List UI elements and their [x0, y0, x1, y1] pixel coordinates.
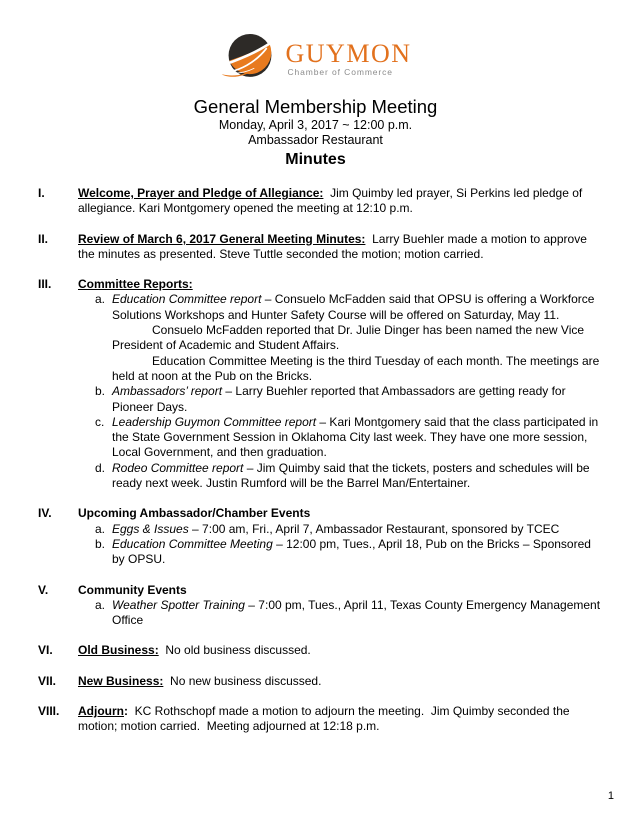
community-events-list	[95, 598, 603, 629]
section-text: Jim Quimby led prayer, Si Perkins led pledge of allegiance. Kari Montgomery opened the meeting at 12:10 p.m.	[78, 186, 586, 216]
section-numeral: V.	[38, 582, 49, 597]
meeting-title: General Membership Meeting	[193, 96, 438, 117]
item-paragraph	[112, 537, 603, 568]
minutes-body	[0, 169, 631, 735]
section-upcoming-events	[38, 506, 603, 567]
section-text: Larry Buehler made a motion to approve the minutes as presented. Steve Tuttle seconded the motion; motion carried.	[78, 231, 591, 261]
item-text: – 7:00 am, Fri., April 7, Ambassador Restaurant, sponsored by TCEC	[188, 521, 560, 536]
item-text: – 7:00 pm, Tues., April 11, Texas County Emergency Management Office	[112, 597, 604, 628]
item-letter: a.	[95, 292, 106, 307]
section-numeral: VII.	[38, 673, 57, 688]
section-text: No new business discussed.	[163, 673, 322, 688]
item-subparagraph: Consuelo McFadden reported that Dr. Julie Dinger has been named the new Vice President of Academic and Student Affairs.	[112, 323, 588, 353]
list-item-education-meeting	[95, 537, 603, 568]
section-heading: Adjourn	[78, 704, 124, 719]
item-lead: Education Committee Meeting	[112, 536, 273, 551]
section-committee-reports	[38, 277, 603, 491]
section-paragraph	[78, 643, 603, 658]
committee-report-list	[95, 292, 603, 491]
item-paragraph	[112, 292, 603, 323]
item-paragraph	[112, 461, 603, 492]
item-text: – Jim Quimby said that the tickets, posters and schedules will be ready next week. Justin Rumford will be the Barrel Man/Entertainer.	[112, 460, 593, 491]
item-paragraph	[112, 522, 603, 537]
item-lead: Weather Spotter Training	[112, 597, 245, 612]
section-numeral: III.	[38, 277, 52, 292]
section-heading: Review of March 6, 2017 General Meeting Minutes:	[78, 231, 366, 246]
item-subparagraph: Education Committee Meeting is the third Tuesday of each month. The meetings are held at noon at the Pub on the Bricks.	[112, 353, 603, 383]
item-lead: Rodeo Committee report	[112, 460, 244, 475]
section-heading: Old Business:	[78, 643, 159, 658]
upcoming-events-list	[95, 522, 603, 568]
list-item-rodeo-report	[95, 461, 603, 492]
meeting-location: Ambassador Restaurant	[248, 132, 383, 147]
item-paragraph	[112, 415, 603, 461]
section-paragraph	[78, 186, 603, 217]
section-numeral: IV.	[38, 506, 52, 521]
logo-tagline: Chamber of Commerce	[287, 67, 393, 77]
list-item-weather-spotter	[95, 598, 603, 629]
section-paragraph	[78, 232, 603, 263]
section-numeral: I.	[38, 186, 45, 200]
section-adjourn	[38, 704, 603, 735]
page-number: 1	[607, 790, 614, 802]
item-lead: Eggs & Issues	[112, 521, 189, 536]
section-paragraph	[78, 277, 603, 292]
section-heading: New Business:	[78, 673, 164, 688]
logo-text-block	[285, 39, 412, 77]
item-text: – 12:00 pm, Tues., April 18, Pub on the Bricks – Sponsored by OPSU.	[112, 536, 595, 567]
meeting-datetime: Monday, April 3, 2017 ~ 12:00 p.m.	[218, 118, 413, 132]
chamber-logo-globe-icon	[220, 32, 280, 84]
item-lead: Education Committee report	[112, 292, 262, 307]
section-numeral: II.	[38, 231, 49, 246]
item-text: – Kari Montgomery said that the class participated in the State Government Session in Oklahoma City last week. They have one more session, Local Government, and then graduation.	[112, 414, 602, 460]
section-paragraph	[78, 674, 603, 689]
item-letter: a.	[95, 597, 106, 612]
section-heading: Community Events	[78, 582, 187, 597]
section-text: KC Rothschopf made a motion to adjourn the meeting. Jim Quimby seconded the motion; motion carried. Meeting adjourned at 12:18 p.m.	[78, 704, 573, 734]
item-text: – Consuelo McFadden said that OPSU is offering a Workforce Solutions Workshops and Hunter Safety Course will be offered on Saturday, May 11.	[112, 292, 598, 322]
item-letter: c.	[95, 414, 105, 429]
section-paragraph	[78, 583, 603, 598]
section-welcome	[38, 186, 603, 217]
item-letter: b.	[95, 536, 106, 551]
section-paragraph: Adjourn: KC Rothschopf made a motion to adjourn the meeting. Jim Quimby seconded the motion; motion carried. Meeting adjourned at 12:18 p.m.	[78, 704, 573, 734]
item-paragraph	[112, 384, 603, 415]
item-lead: Ambassadors’ report	[112, 384, 223, 399]
list-item-leadership-report	[95, 415, 603, 461]
section-heading: Committee Reports:	[78, 277, 193, 292]
section-text: No old business discussed.	[158, 643, 311, 658]
item-letter: b.	[95, 384, 106, 399]
section-heading: Upcoming Ambassador/Chamber Events	[78, 506, 311, 521]
section-minutes-review	[38, 232, 603, 263]
item-paragraph	[112, 598, 603, 629]
section-paragraph	[78, 506, 603, 521]
section-community-events	[38, 583, 603, 629]
item-letter: d.	[95, 460, 106, 475]
list-item-ambassadors-report	[95, 384, 603, 415]
list-item-eggs-issues	[95, 522, 603, 537]
item-text: – Larry Buehler reported that Ambassadors are getting ready for Pioneer Days.	[112, 384, 569, 414]
section-numeral: VI.	[38, 643, 53, 658]
doc-type-heading: Minutes	[285, 151, 346, 168]
chamber-logo	[0, 0, 631, 88]
section-heading: Welcome, Prayer and Pledge of Allegiance:	[78, 186, 324, 200]
logo-brand-text: GUYMON	[285, 39, 412, 68]
section-numeral: VIII.	[38, 704, 60, 719]
section-old-business	[38, 643, 603, 658]
item-lead: Leadership Guymon Committee report	[112, 414, 317, 429]
section-new-business	[38, 674, 603, 689]
list-item-education-report	[95, 292, 603, 384]
item-letter: a.	[95, 521, 106, 536]
